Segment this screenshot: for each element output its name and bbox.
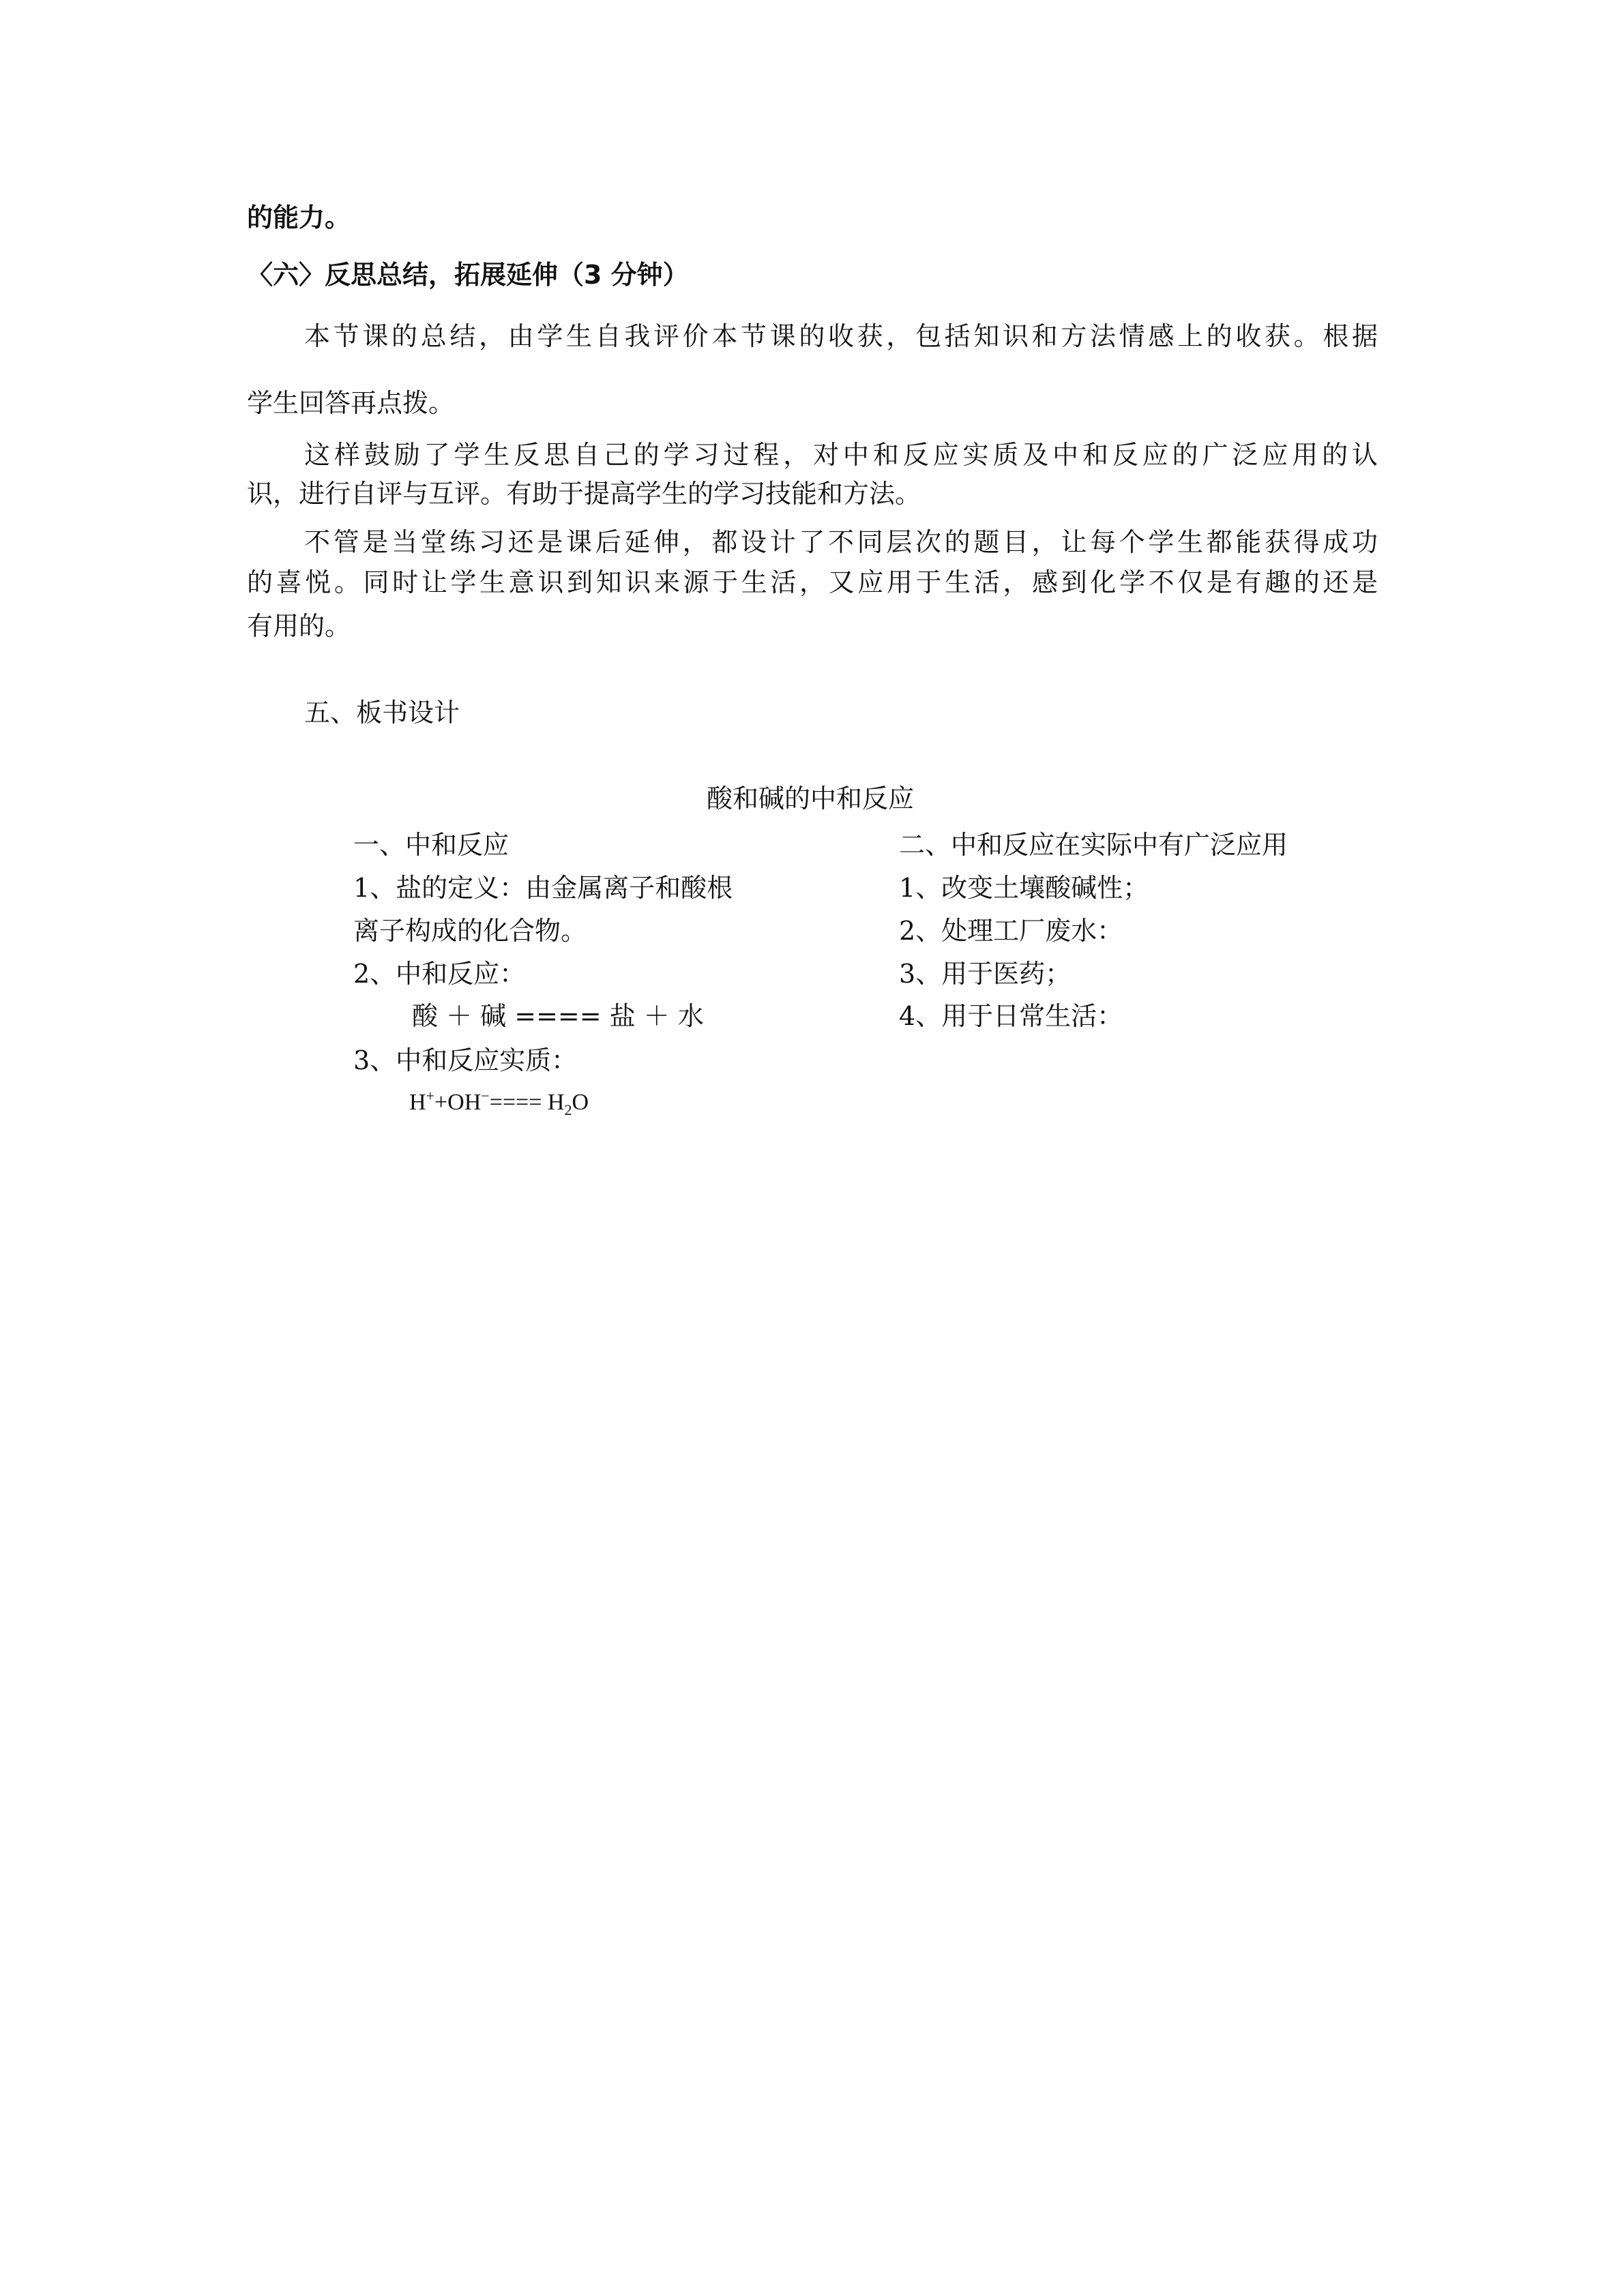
board-left-formula	[409, 1086, 589, 1120]
board-left-item1-line1: 1、盐的定义：由金属离子和酸根	[353, 873, 733, 903]
section6-para3-line1: 不管是当堂练习还是课后延伸，都设计了不同层次的题目，让每个学生都能获得成功	[304, 527, 1378, 557]
board-left-equation: 酸 ＋ 碱 ==== 盐 ＋ 水	[412, 1001, 704, 1031]
board-title: 酸和碱的中和反应	[707, 784, 915, 814]
section6-para1-line1: 本节课的总结，由学生自我评价本节课的收获，包括知识和方法情感上的收获。根据	[304, 321, 1378, 351]
board-right-item-3: 3、用于医药；	[899, 959, 1072, 989]
formula-subscript: 2	[564, 1101, 572, 1118]
board-right-item-2: 2、处理工厂废水：	[899, 916, 1123, 946]
board-right-heading: 二、中和反应在实际中有广泛应用	[899, 830, 1288, 860]
formula-oh-charge: −	[481, 1087, 490, 1105]
section6-para3-line3: 有用的。	[247, 611, 351, 641]
board-left-item3: 3、中和反应实质：	[353, 1045, 578, 1075]
formula-oh: +OH	[434, 1090, 482, 1115]
section6-para3-line2: 的喜悦。同时让学生意识到知识来源于生活，又应用于生活，感到化学不仅是有趣的还是	[247, 567, 1378, 597]
formula-tail: O	[572, 1090, 589, 1115]
board-right-item-4: 4、用于日常生活：	[899, 1001, 1123, 1031]
section5-heading: 五、板书设计	[304, 698, 460, 728]
formula-h-charge: +	[426, 1087, 434, 1105]
board-left-item2: 2、中和反应：	[353, 959, 526, 989]
board-left-heading: 一、中和反应	[353, 830, 510, 860]
formula-arrow: ==== H	[489, 1090, 565, 1115]
section6-para1-line2: 学生回答再点拨。	[247, 388, 455, 418]
continuation-text: 的能力。	[247, 203, 351, 233]
section6-para2-line1: 这样鼓励了学生反思自己的学习过程，对中和反应实质及中和反应的广泛应用的认	[304, 440, 1378, 470]
section6-para2-line2: 识，进行自评与互评。有助于提高学生的学习技能和方法。	[247, 479, 921, 509]
board-right-item-1: 1、改变土壤酸碱性；	[899, 873, 1149, 903]
section6-heading: 〈六〉反思总结，拓展延伸（3 分钟）	[247, 260, 689, 290]
formula-h: H	[409, 1090, 426, 1115]
board-left-item1-line2: 离子构成的化合物。	[353, 916, 587, 946]
